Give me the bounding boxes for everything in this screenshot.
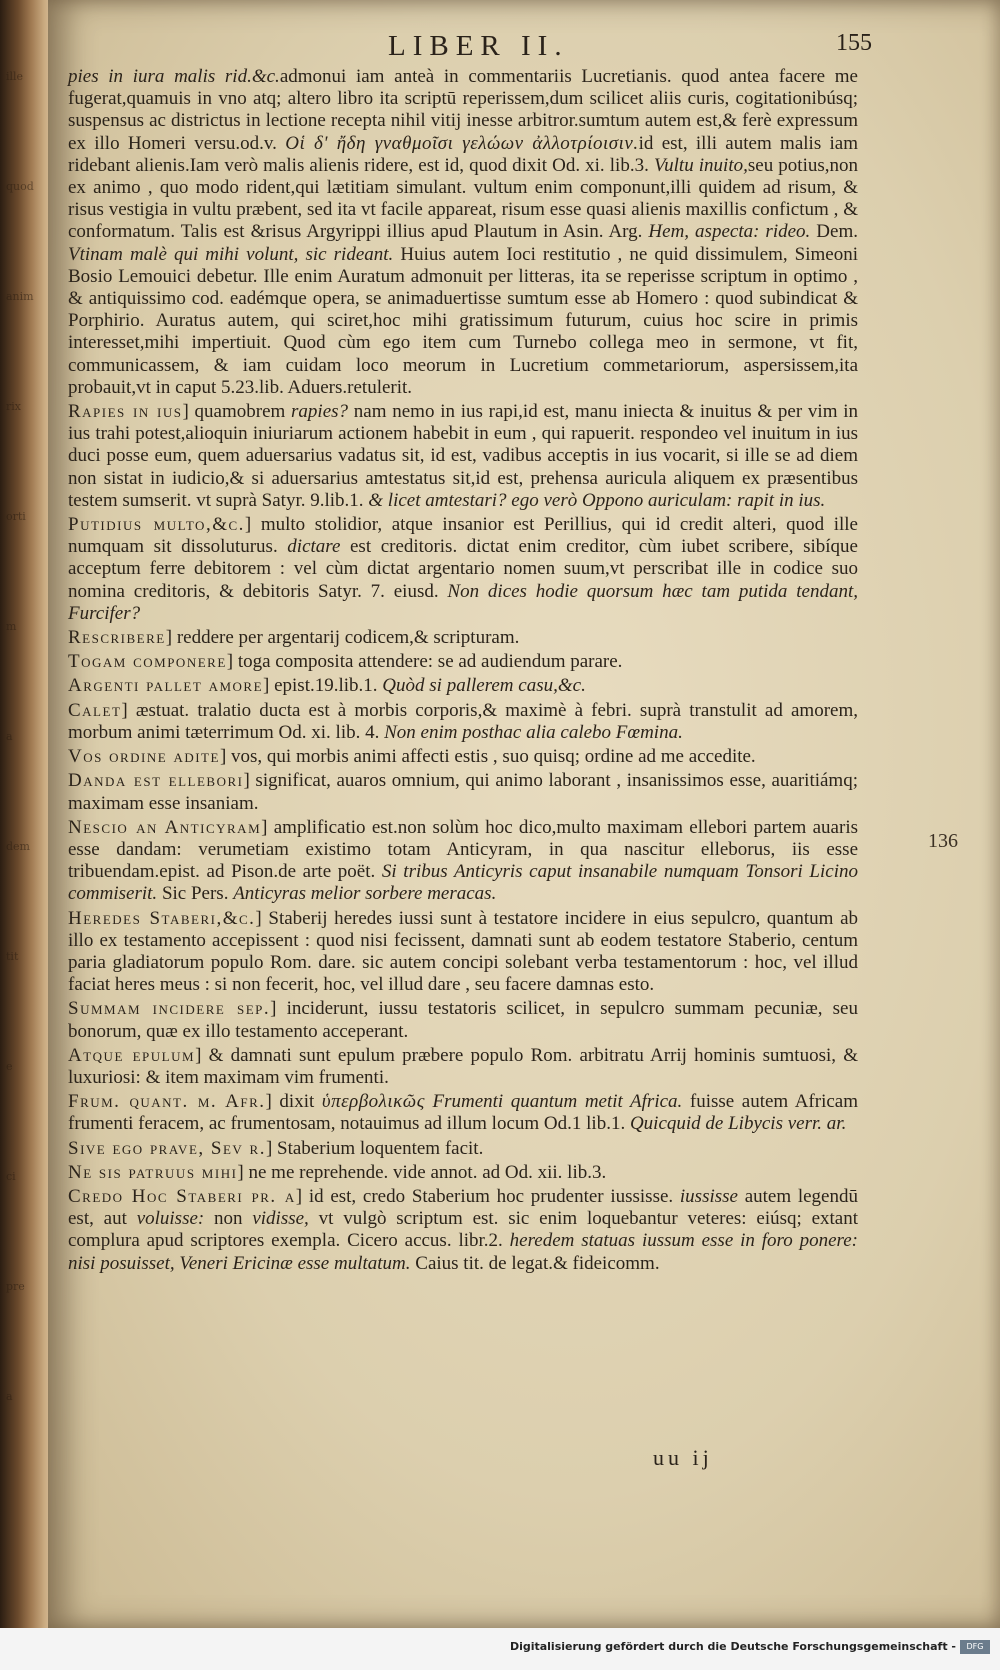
quotation: Quòd si pallerem casu,&c. — [382, 675, 586, 697]
text-run: admonui iam anteà in commentariis Lucretianis. quod antea facere me fugerat,quamuis in vno atq; altero libro ita scriptū reperissem,dum scilicet aliis curis, cogitationibúsq; suspensus ac districtus in lectione recepta nihil vitij inesse arbitror.sumtum autem est,& ferè expressum ex illo Homeri versu.od.v. — [68, 66, 858, 154]
lemma: Nescio an Anticyram — [68, 816, 262, 838]
lemma: Danda est ellebori — [68, 770, 244, 792]
text-run: autem legendū est, aut — [68, 1185, 858, 1230]
text-run: ] quamobrem — [182, 401, 292, 423]
digitization-footer — [0, 1628, 1000, 1670]
commentary-paragraph — [68, 700, 858, 744]
quotation: pies in iura malis rid.&c. — [68, 66, 280, 87]
signature-mark: uu ij — [653, 1445, 713, 1470]
text-run: fuisse autem Africam frumenti feracem, ac frumentosam, notauimus ad illum locum Od.1 lib.1. — [68, 1091, 859, 1135]
lemma: Putidius multo,&c. — [68, 514, 245, 536]
quotation: Non dices hodie quorsum hæc tam putida tendant, Furcifer? — [68, 580, 858, 624]
quotation: Vultu inuito, — [653, 154, 748, 176]
text-run: ] dixit — [265, 1091, 322, 1113]
commentary-paragraph — [68, 770, 858, 814]
commentary-paragraph — [68, 1162, 858, 1184]
quotation: voluisse: — [136, 1208, 205, 1230]
text-run: ] & damnati sunt epulum præbere populo Rom. arbitratu Arrij hominis sumtuosi, & luxuriosi: & item maximam vim frumenti. — [68, 1044, 859, 1088]
text-run: ] reddere per argentarij codicem,& scripturam. — [165, 627, 520, 649]
quotation: Si tribus Anticyris caput insanabile numquam Tonsori Licino commiserit. — [68, 861, 858, 905]
running-title: LIBER II. — [388, 30, 569, 62]
text-run: nam nemo in ius rapi,id est, manu iniecta & inuitus & per vim in ius trahi potest,alioquin iniuriarum actionem habebit in eum , qui rapuerit. respondeo vel inuitum in ius duci posse eum, quem aduersarius vadatus sit, id est, vadibus acceptis in ius vocarit, si ille se ad diem non sistat in iudicio,& si aduersarius amtestatus sit,id est, prehensa auricula aliquem ex præsentibus testem sumserit. vt suprà Satyr. 9.lib.1. — [68, 401, 858, 511]
binding-edge-fragment: dem — [6, 840, 30, 853]
quotation: & licet amtestari? ego verò Oppono auriculam: rapit in ius. — [368, 489, 826, 511]
lemma: Atque epulum — [68, 1044, 196, 1066]
binding-edge-fragment: orti — [6, 510, 26, 523]
text-run: ] id est, credo Staberium hoc prudenter iussisse. — [295, 1185, 680, 1207]
binding-edge-fragment: ci — [6, 1170, 16, 1183]
footer-credit: Digitalisierung gefördert durch die Deutsche Forschungsgemeinschaft - — [509, 1640, 956, 1653]
quotation: Hem, aspecta: rideo. — [648, 221, 811, 243]
lemma: Togam componere — [68, 651, 227, 673]
commentary-paragraph — [68, 1091, 858, 1135]
commentary-paragraph — [68, 675, 858, 697]
commentary-text — [68, 66, 858, 1277]
binding-edge-fragment: anim — [6, 290, 34, 303]
lemma: Rescribere — [68, 627, 166, 649]
commentary-paragraph — [68, 1138, 858, 1160]
commentary-paragraph — [68, 746, 858, 768]
commentary-paragraph — [68, 651, 858, 673]
text-run: ] significat, auaros omnium, qui animo laborant , insanissimos esse, auaritiámq; maximam esse insaniam. — [68, 770, 858, 814]
quotation: Non enim posthac alia calebo Fœmina. — [384, 721, 683, 743]
dfg-logo: DFG — [960, 1640, 990, 1654]
quotation: dictare — [287, 536, 341, 558]
text-run: Huius autem Ioci restitutio , ne quid dissimulem, Simeoni Bosio Lemouici debetur. Ille enim Auratum admonuit per litteras, ita se reperisse scriptum in optimo , & antiquissimo cod. eadémque opera, se animaduertisse sumtum esse ab Homero : quod subindicat & Porphirio. Auratus autem, qui sciret,hoc mihi gratissimum futurum, cuius hoc scire in primis interesset,mihi impertiuit. Quod cùm ego item cum Turnebo collega meo in sermone, vt fit, communicassem, & iam cuidam loco meorum in Lucretium commetariorum, aspersissem,ita probauit,vt in caput 5.23.lib. Aduers.retulerit. — [68, 243, 859, 398]
commentary-paragraph — [68, 66, 858, 399]
text-run: ] multo stolidior, atque insanior est Perillius, qui id credit alteri, quod ille numquam sit dissoluturus. — [68, 514, 858, 558]
commentary-paragraph — [68, 998, 858, 1042]
lemma: Heredes Staberi,&c. — [68, 907, 256, 929]
text-run: vt vulgò scriptum est. sic enim loquebantur veteres: eiúsq; extant complura apud scriptores exempla. Cicero accus. libr.2. — [68, 1208, 858, 1252]
lemma: Frum. quant. m. Afr. — [68, 1091, 266, 1113]
text-run: est creditoris. dictat enim creditor, cùm iubet scribere, sibíque acceptum ferre debitorem : vel cùm dictat argentario nomen suum,vt perscribat ille in codice suo nomina creditoris, & debitoris Satyr. 7. eiusd. — [68, 536, 858, 602]
quotation: iussisse — [679, 1185, 738, 1207]
binding-edge-fragment: m — [6, 620, 17, 633]
greek-text: ὑπερβολικῶς — [321, 1091, 425, 1113]
quotation: Vtinam malè qui mihi volunt, sic rideant. — [68, 243, 394, 265]
commentary-paragraph — [68, 401, 858, 512]
quotation: rapies? — [291, 401, 349, 423]
quotation: heredem statuas iussum esse in foro ponere: nisi posuisset, Veneri Ericinæ esse multatum. — [68, 1230, 858, 1274]
text-run: id est, illi autem malis iam ridebant alienis.Iam verò malis alienis ridere, est id, quod dixit Od. xi. lib.3. — [68, 132, 859, 176]
quotation: Quicquid de Libycis verr. ar. — [629, 1113, 847, 1135]
text-run: ] amplificatio est.non solùm hoc dico,multo maximam ellebori partem auaris esse dandam: verumetiam existimo totam Anticyram, in qua nascitur elleborus, iis esse tribuendam.epist. ad Pison.de arte poët. — [68, 816, 858, 883]
text-run: ] toga composita attendere: se ad audiendum parare. — [226, 651, 623, 673]
binding-edge-fragment: rix — [6, 400, 21, 413]
margin-note: 136 — [928, 830, 958, 852]
binding-edge-fragment: a — [6, 730, 13, 743]
text-run: ] inciderunt, iussu testatoris scilicet, in sepulcro summam pecuniæ, seu bonorum, quæ ex illo testamento acceperant. — [68, 998, 858, 1042]
quotation: vidisse, — [252, 1208, 309, 1230]
text-run: ] epist.19.lib.1. — [263, 675, 383, 697]
binding-edge-fragment: pre — [6, 1280, 25, 1293]
lemma: Argenti pallet amore — [68, 675, 264, 697]
lemma: Calet — [68, 699, 122, 721]
text-run: non — [204, 1208, 253, 1230]
text-run: Caius tit. de legat.& fideicomm. — [410, 1252, 660, 1274]
lemma: Summam incidere sep. — [68, 998, 271, 1020]
binding-edge-fragment: a — [6, 1390, 13, 1403]
lemma: Rapies in ius — [68, 401, 183, 423]
text-run: ] æstuat. tralatio ducta est à morbis corporis,& maximè à febri. suprà transtulit ad amorem, morbum animi tæterrimum Od. xi. lib. 4. — [68, 699, 858, 743]
binding-edge-fragment: ille — [6, 70, 24, 83]
commentary-paragraph — [68, 908, 858, 997]
greek-text: Οἱ δ' ἤδη γναθμοῖσι γελώων ἀλλοτρίοισιν. — [285, 132, 639, 154]
text-run: Sic Pers. — [157, 883, 234, 905]
page-number: 155 — [836, 30, 872, 56]
text-run: Dem. — [810, 221, 858, 243]
binding-edge-fragment: quod — [6, 180, 34, 193]
lemma: Credo Hoc Staberi pr. a — [68, 1185, 296, 1207]
binding-edge-fragment: tit — [6, 950, 19, 963]
text-run: ] Staberium loquentem facit. — [265, 1137, 484, 1159]
lemma: Ne sis patruus mihi — [68, 1161, 238, 1183]
commentary-paragraph — [68, 817, 858, 906]
commentary-paragraph — [68, 514, 858, 625]
quotation: Anticyras melior sorbere meracas. — [233, 883, 497, 905]
commentary-paragraph — [68, 627, 858, 649]
text-run: ] vos, qui morbis animi affecti estis , suo quisq; ordine ad me accedite. — [219, 746, 756, 768]
binding-edge-fragment: e — [6, 1060, 13, 1073]
running-head — [48, 30, 1000, 66]
text-run: seu potius,non ex animo , quo modo rident,qui lætitiam simulant. vultum enim componunt,illi quidem ad risum, & risus vestigia in vultu præbent, sed ita vt facile appareat, risum esse quasi alienis maxillis confictum , & conformatum. Talis est &risus Argyrippi illius apud Plautum in Asin. Arg. — [68, 154, 858, 243]
commentary-paragraph — [68, 1045, 858, 1089]
text-run: ] ne me reprehende. vide annot. ad Od. xii. lib.3. — [237, 1161, 607, 1183]
book-binding-edge — [0, 0, 52, 1670]
book-page — [48, 0, 1000, 1628]
quotation: Frumenti quantum metit Africa. — [432, 1091, 683, 1113]
lemma: Sive ego prave, Sev r. — [68, 1137, 266, 1159]
commentary-paragraph — [68, 1186, 858, 1275]
text-run: ] Staberij heredes iussi sunt à testatore incidere in eius sepulcro, quantum ab illo ex testamento accepissent : quod nisi fecissent, damnati sunt ab eodem testatore Staberio, centum paria gladiatorum populo Rom. dare. sic autem concipi solebant verba testamentorum : hoc, vel illud faciat heres meus : si non fecerit, hoc, vel illud dare , seu facere damnas esto. — [68, 907, 858, 996]
lemma: Vos ordine adite — [68, 746, 220, 768]
